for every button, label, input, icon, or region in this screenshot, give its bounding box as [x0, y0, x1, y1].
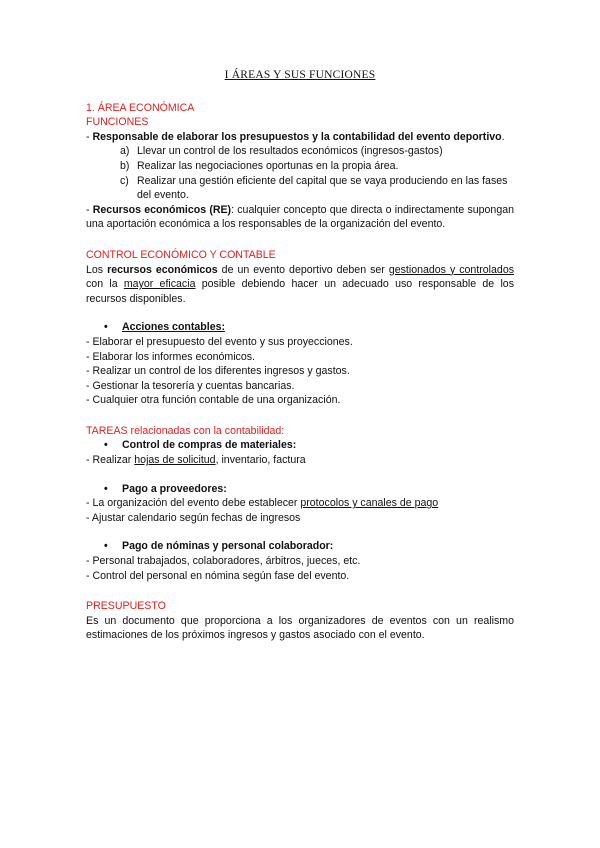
bullet-title: Pago a proveedores:	[122, 482, 227, 495]
list-item	[86, 453, 514, 468]
list-item: - Elaborar los informes económicos.	[86, 350, 255, 363]
section-heading-tareas: TAREAS relacionadas con la contabilidad:	[86, 424, 285, 437]
text-run: Los	[86, 263, 108, 276]
text-run: de un evento deportivo deben ser	[217, 263, 389, 276]
list-marker: c)	[120, 174, 129, 187]
text-run: - La organización del evento debe establecer	[86, 497, 301, 510]
underlined-hojas: hojas de solicitud	[134, 454, 216, 467]
underlined-protocolos: protocolos y canales de pago	[300, 497, 439, 510]
bold-responsable: Responsable de elaborar los presupuestos y la contabilidad del evento deportivo	[92, 130, 502, 143]
dash: -	[86, 203, 93, 216]
underlined-gestionados: gestionados y controlados	[388, 263, 515, 276]
recursos-text: : cualquier concepto que directa o indirectamente supongan una aportación económica a los responsables de la organización del evento.	[86, 203, 514, 231]
bullet-acciones-contables	[86, 320, 514, 335]
paragraph-presupuesto: Es un documento que proporciona a los organizadores de eventos con un realismo estimaciones de los próximos ingresos y gastos asociado con el evento.	[86, 614, 514, 642]
list-item: - Ajustar calendario según fechas de ingresos	[86, 511, 301, 524]
bullet-title: Control de compras de materiales:	[122, 439, 297, 452]
list-item-text: Realizar una gestión eficiente del capital que se vaya produciendo en las fases del evento.	[137, 174, 508, 202]
list-item	[86, 496, 514, 511]
list-item-text: Realizar las negociaciones oportunas en la propia área.	[137, 159, 399, 172]
period: .	[501, 130, 505, 143]
list-item: - Control del personal en nómina según fase del evento.	[86, 569, 350, 582]
bullet-pago-nominas	[86, 539, 514, 554]
bullet-title: Acciones contables:	[122, 321, 226, 334]
bold-recursos: Recursos económicos (RE)	[92, 203, 232, 216]
text-run: con la	[86, 278, 124, 291]
list-item: - Realizar un control de los diferentes ingresos y gastos.	[86, 365, 350, 378]
section-heading-control: CONTROL ECONÓMICO Y CONTABLE	[86, 248, 276, 261]
list-marker: a)	[120, 145, 130, 158]
bullet-icon: •	[104, 482, 108, 495]
list-item-text: Llevar un control de los resultados económicos (ingresos-gastos)	[137, 145, 443, 158]
section-heading-area-economica: 1. ÁREA ECONÓMICA	[86, 101, 195, 114]
text-run: - Realizar	[86, 454, 135, 467]
bullet-pago-proveedores	[86, 482, 514, 497]
list-item: - Cualquier otra función contable de una organización.	[86, 394, 341, 407]
bullet-control-compras	[86, 438, 514, 453]
text-run: , inventario, factura	[215, 454, 306, 467]
list-item: - Personal trabajados, colaboradores, árbitros, jueces, etc.	[86, 555, 361, 568]
text-run: posible debiendo hacer un adecuado uso responsable de los recursos disponibles.	[86, 278, 514, 305]
paragraph-recursos	[86, 203, 514, 232]
section-heading-presupuesto: PRESUPUESTO	[86, 600, 166, 613]
bullet-icon: •	[104, 439, 108, 452]
function-list	[86, 144, 514, 202]
list-item: - Elaborar el presupuesto del evento y sus proyecciones.	[86, 335, 353, 348]
paragraph-control	[86, 263, 514, 307]
bold-recursos-economicos: recursos económicos	[107, 263, 218, 276]
list-marker: b)	[120, 159, 130, 172]
list-item	[122, 144, 514, 159]
paragraph-responsable	[86, 130, 514, 145]
list-item: - Gestionar la tesorería y cuentas bancarias.	[86, 379, 295, 392]
subheading-funciones: FUNCIONES	[86, 116, 149, 129]
list-item	[122, 174, 514, 203]
dash: -	[86, 130, 93, 143]
bullet-icon: •	[104, 540, 108, 553]
document-title: I ÁREAS Y SUS FUNCIONES	[224, 69, 376, 81]
list-item	[122, 159, 514, 174]
bullet-icon: •	[104, 321, 108, 334]
bullet-title: Pago de nóminas y personal colaborador:	[122, 540, 334, 553]
underlined-mayor-eficacia: mayor eficacia	[123, 278, 196, 291]
